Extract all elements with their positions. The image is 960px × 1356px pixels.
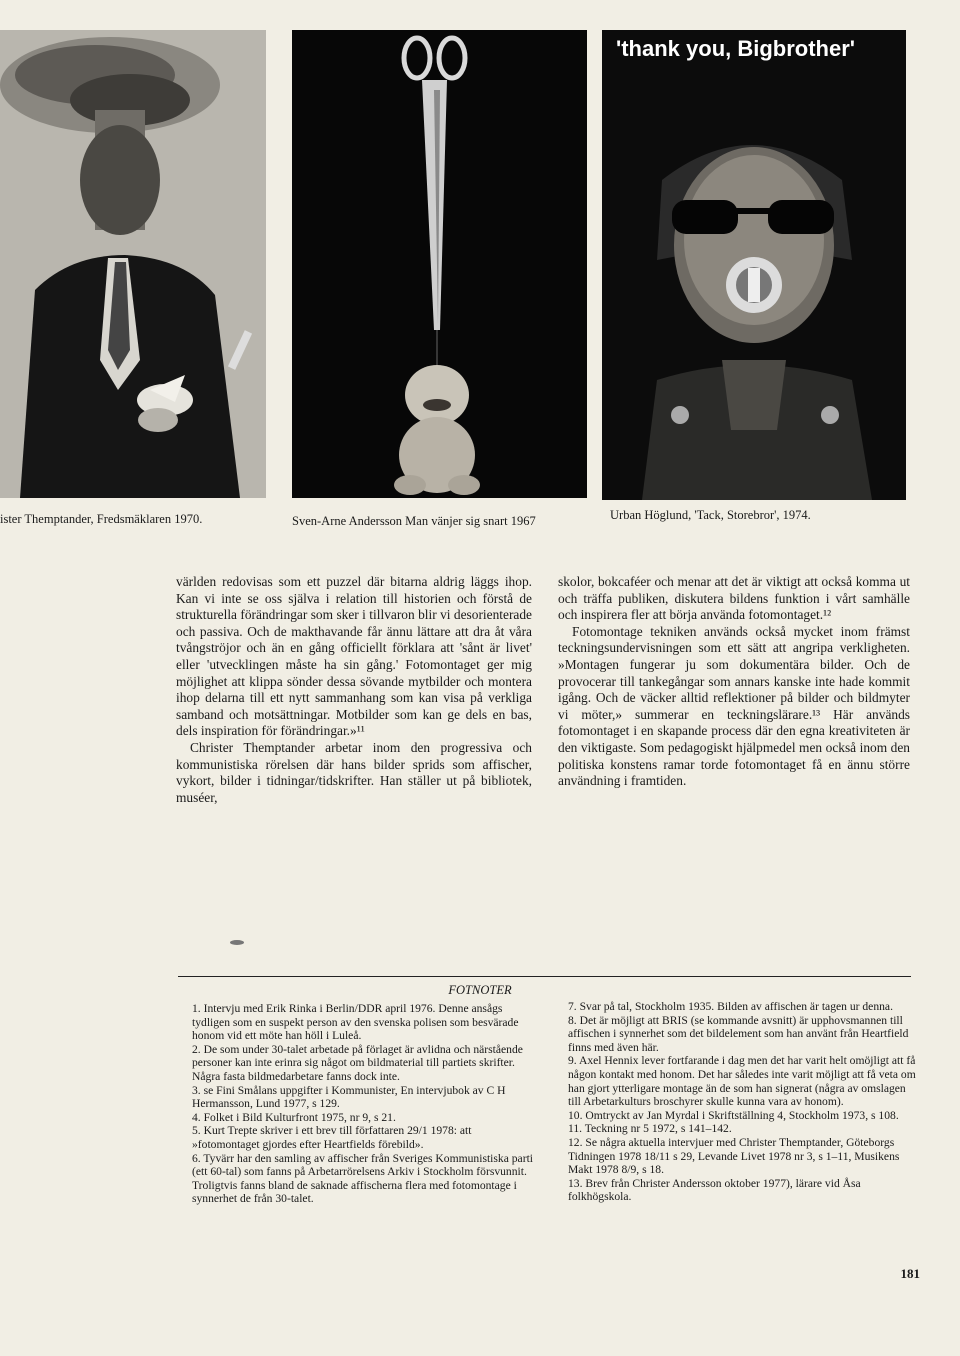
footnote-item: 9. Axel Hennix lever fortfarande i dag men det har varit helt omöjligt att få någon kontakt med honom. Det har således inte varit möjligt att få veta om han gjort ytterligare montage än de som han signerat (några av omslagen till Arbetarkulturs broschyrer skulle kunna vara av honom). xyxy=(568,1054,916,1109)
footnote-item: 6. Tyvärr har den samling av affischer från Sveriges Kommunistiska parti (ett 60-tal) som fanns på Arbetarrörelsens Arkiv i Stockholm försvunnit. Troligtvis fanns bland de saknade affischerna flera med fotomontage i synnerhet de från 30-talet. xyxy=(192,1151,534,1206)
footnote-item: 13. Brev från Christer Andersson oktober 1977), lärare vid Åsa folkhögskola. xyxy=(568,1176,861,1204)
body-right-column xyxy=(558,574,910,790)
footnote-item: 3. se Fini Smålans uppgifter i Kommunister, En intervjubok av C H Hermansson, Lund 1977, s 129. xyxy=(192,1083,506,1111)
man-vanjer-sig-caption: Sven-Arne Andersson Man vänjer sig snart 1967 xyxy=(292,514,536,528)
footnote-item: 7. Svar på tal, Stockholm 1935. Bilden av affischen är tagen ur denna. xyxy=(568,1000,893,1013)
footnote-item: 8. Det är möjligt att BRIS (se kommande avsnitt) är upphovsmannen till affischen i synnerhet som det bildelement som han använt från Heartfield finns med även här. xyxy=(568,1013,909,1054)
footnote-item: 10. Omtryckt av Jan Myrdal i Skriftställning 4, Stockholm 1973, s 108. xyxy=(568,1108,899,1122)
footnotes-title: FOTNOTER xyxy=(448,983,512,997)
tack-storebror-photo xyxy=(602,30,906,500)
fredsmaklaren-caption: ister Themptander, Fredsmäklaren 1970. xyxy=(0,512,203,526)
footnote-item: 2. De som under 30-talet arbetade på förlaget är avlidna och närstående personer kan inte erinra sig något om bildmaterial till partiets skrifter. Några fasta bildmedarbetare fanns dock inte. xyxy=(192,1042,523,1083)
fredsmaklaren-photo xyxy=(0,30,266,498)
footnote-item: 12. Se några aktuella intervjuer med Christer Themptander, Göteborgs Tidningen 1978 18/11 s 29, Levande Livet 1978 nr 3, s 1–11, Musikens Makt 1978 8/9, s 18. xyxy=(568,1135,900,1177)
footnote-item: 11. Teckning nr 5 1972, s 141–142. xyxy=(568,1122,732,1136)
tack-storebror-caption: Urban Höglund, 'Tack, Storebror', 1974. xyxy=(610,508,811,522)
ink-speck xyxy=(230,940,244,945)
man-vanjer-sig-photo xyxy=(292,30,587,498)
body-paragraph: Fotomontage tekniken används också mycket inom främst teckningsundervisningen som ett sätt att angripa verkligheten. »Montagen fungerar ju som dokumentära bilder. Och de provocerar till tankegångar som annars kanske inte hade kommit igång. Och de väcker alltid reflektioner på bilder och bildmyter vi möter,» summerar en teckningslärare.¹³ Här används fotomontaget i en skapande process där den egna kreativiteten är den viktigaste. Som pedagogiskt hjälpmedel men också inom den politiska konstens ramar torde fotomontaget få en ännu större användning i framtiden. xyxy=(558,623,910,789)
body-paragraph: skolor, bokcaféer och menar att det är viktigt att också komma ut och träffa publiken, diskutera bildens funktion i vårt samhälle och inspirera fler att börja använda fotomontaget.¹² xyxy=(558,574,910,623)
footnotes-left-column xyxy=(192,1002,538,1206)
footnote-item: 5. Kurt Trepte skriver i ett brev till författaren 29/1 1978: att »fotomontaget gjordes efter Heartfields förebild». xyxy=(192,1124,472,1151)
page-number: 181 xyxy=(900,1266,920,1281)
body-paragraph: Christer Themptander arbetar inom den progressiva och kommunistiska rörelsen där hans bilder sprids som affischer, vykort, bilder i tidningar/tidskrifter. Han ställer ut på bibliotek, muséer, xyxy=(176,739,532,805)
footnote-item: 4. Folket i Bild Kulturfront 1975, nr 9, s 21. xyxy=(192,1110,396,1124)
footnotes-right-column xyxy=(568,1000,918,1204)
tack-storebror-banner: 'thank you, Bigbrother' xyxy=(616,36,856,61)
body-paragraph: världen redovisas som ett puzzel där bitarna aldrig läggs ihop. Kan vi inte se oss själva i relation till historien och förstå de strukturella förändringar som sker i tillvaron blir vi desorienterade och passiva. Och de makthavande får ännu lättare att dra åt våra tvångströjor och än en gång officiellt förklara att 'sånt är livet' eller 'utvecklingen måste ha sin gång.' Fotomontaget ger mig möjlighet att klippa sönder dessa sövande mytbilder och montera ihop delarna till ett nytt sammanhang som kan visa på verkliga samband och motsättningar. Motbilder som kan ge dels en bas, dels inspiration för förändringar.»¹¹ xyxy=(176,574,532,739)
footnotes-rule xyxy=(178,976,911,977)
body-left-column xyxy=(176,574,532,806)
footnote-item: 1. Intervju med Erik Rinka i Berlin/DDR april 1976. Denne ansågs tydligen som en suspekt person av den svenska polisen som besvärade honom vid ett möte han höll i Luleå. xyxy=(192,1002,519,1043)
